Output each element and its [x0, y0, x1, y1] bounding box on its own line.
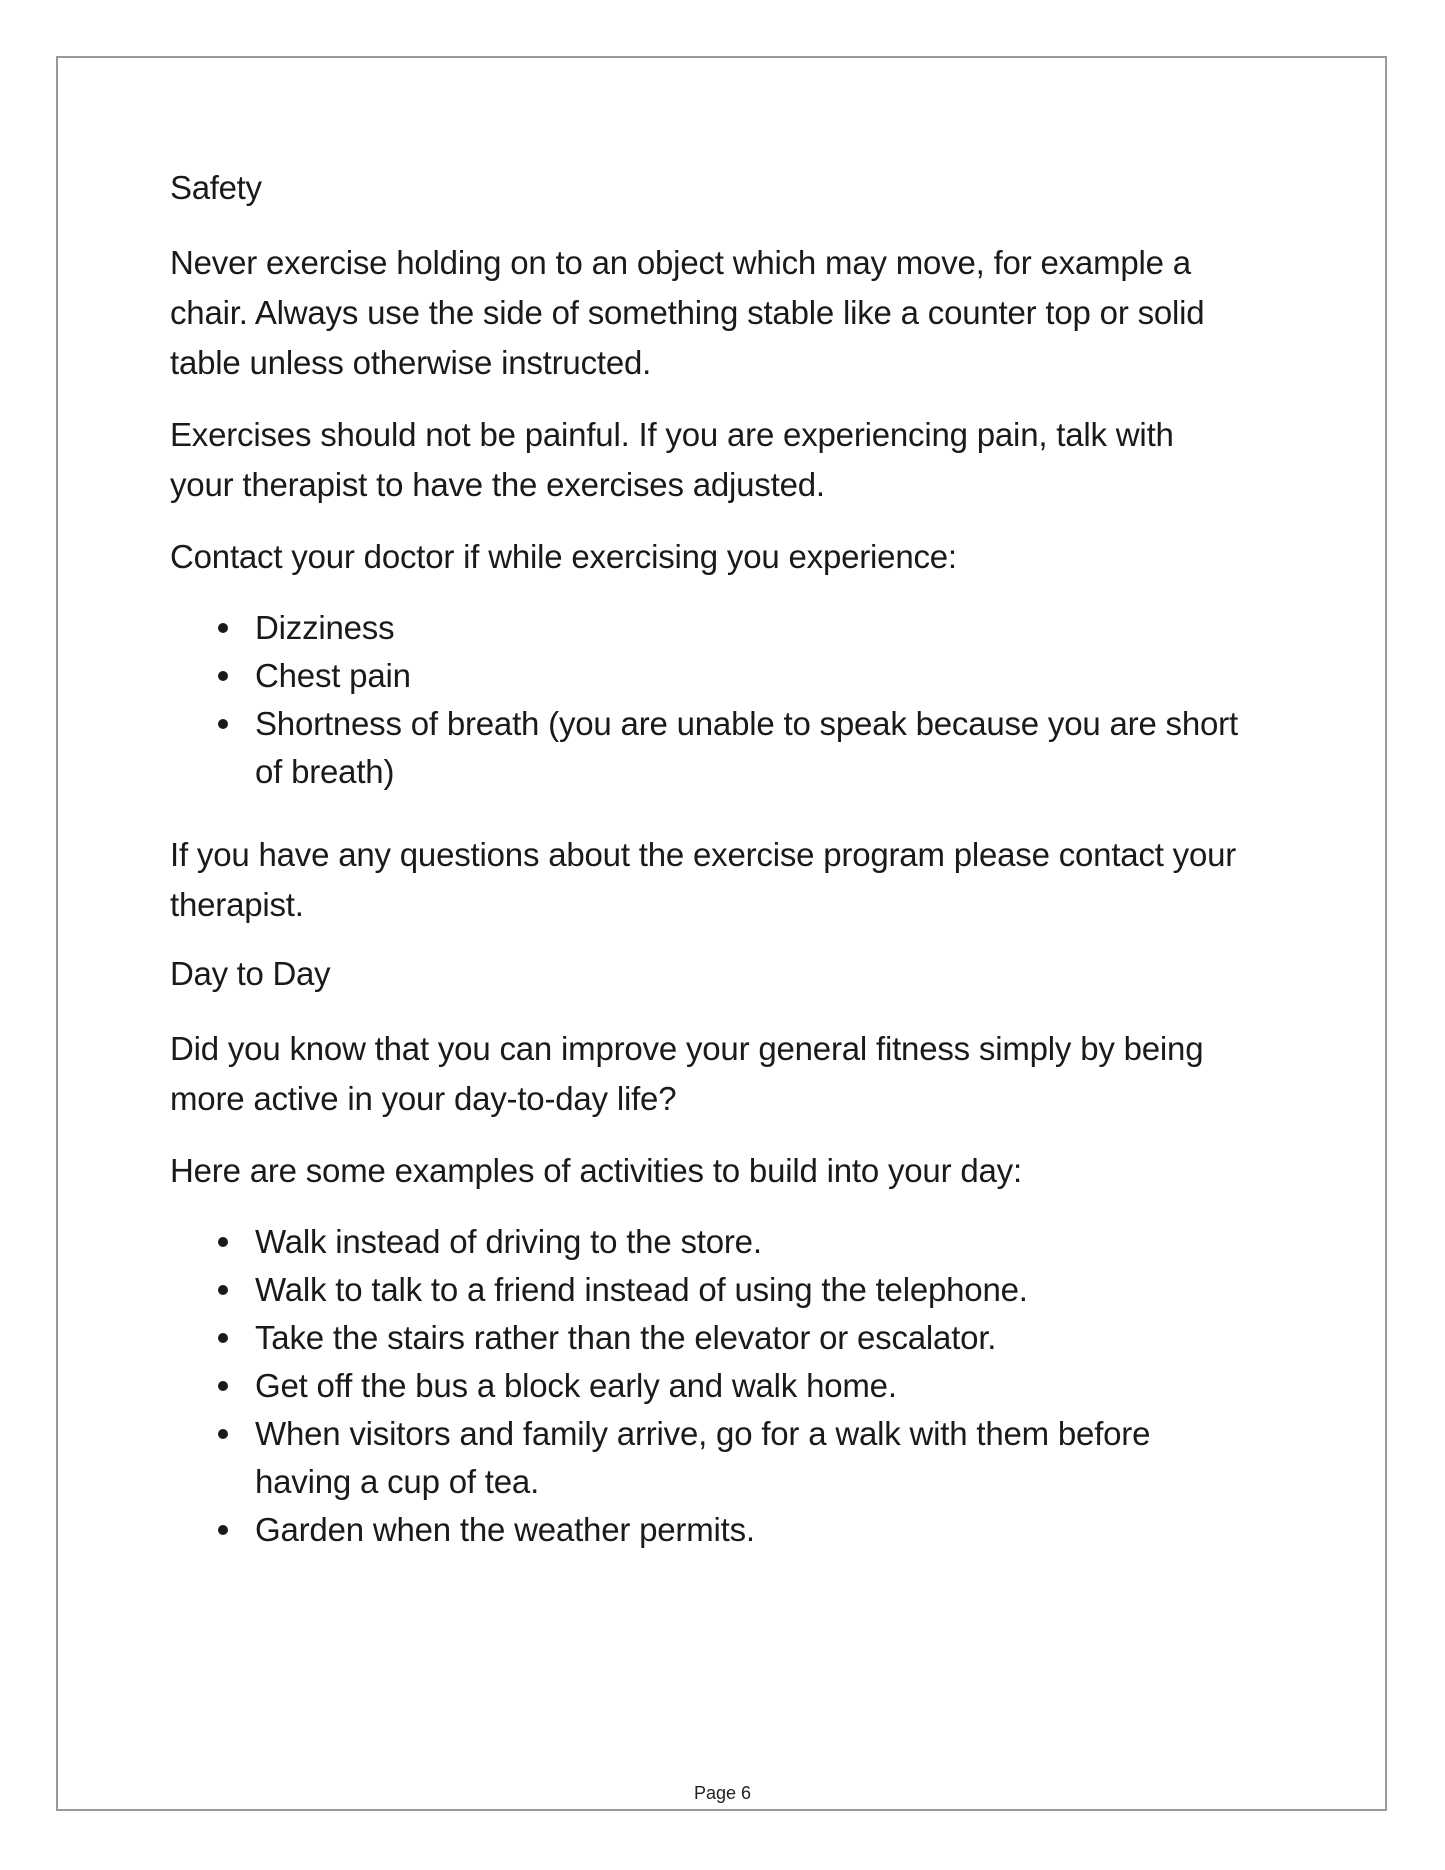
list-item: Walk to talk to a friend instead of using the telephone.	[170, 1266, 1290, 1314]
bullet-icon	[218, 719, 228, 729]
list-item: Get off the bus a block early and walk home.	[170, 1362, 1290, 1410]
day-to-day-paragraph-1: Did you know that you can improve your general fitness simply by being more active in your day-to-day life?	[170, 1030, 1204, 1117]
safety-heading: Safety	[170, 169, 262, 206]
bullet-icon	[218, 1429, 228, 1439]
symptoms-list	[170, 604, 1290, 796]
bullet-icon	[218, 623, 228, 633]
day-to-day-paragraph-2: Here are some examples of activities to build into your day:	[170, 1152, 1022, 1189]
bullet-icon	[218, 1525, 228, 1535]
day-to-day-heading: Day to Day	[170, 955, 331, 992]
bullet-icon	[218, 1333, 228, 1343]
list-item: Shortness of breath (you are unable to speak because you are short of breath)	[170, 700, 1255, 796]
list-item: Chest pain	[170, 652, 1290, 700]
safety-paragraph-3: Contact your doctor if while exercising you experience:	[170, 538, 957, 575]
list-item: Take the stairs rather than the elevator or escalator.	[170, 1314, 1290, 1362]
bullet-icon	[218, 671, 228, 681]
list-item: When visitors and family arrive, go for a walk with them before having a cup of tea.	[170, 1410, 1255, 1506]
document-content	[170, 166, 1290, 1576]
bullet-icon	[218, 1381, 228, 1391]
safety-paragraph-2: Exercises should not be painful. If you are experiencing pain, talk with your therapist to have the exercises adjusted.	[170, 416, 1174, 503]
safety-paragraph-4: If you have any questions about the exercise program please contact your therapist.	[170, 836, 1237, 923]
list-item: Garden when the weather permits.	[170, 1506, 1290, 1554]
list-item: Walk instead of driving to the store.	[170, 1218, 1290, 1266]
activities-list	[170, 1218, 1290, 1554]
safety-paragraph-1: Never exercise holding on to an object which may move, for example a chair. Always use the side of something stable like a counter top or solid table unless otherwise instructed.	[170, 244, 1205, 381]
bullet-icon	[218, 1285, 228, 1295]
bullet-icon	[218, 1237, 228, 1247]
page-number: Page 6	[693, 1783, 752, 1803]
list-item: Dizziness	[170, 604, 1290, 652]
